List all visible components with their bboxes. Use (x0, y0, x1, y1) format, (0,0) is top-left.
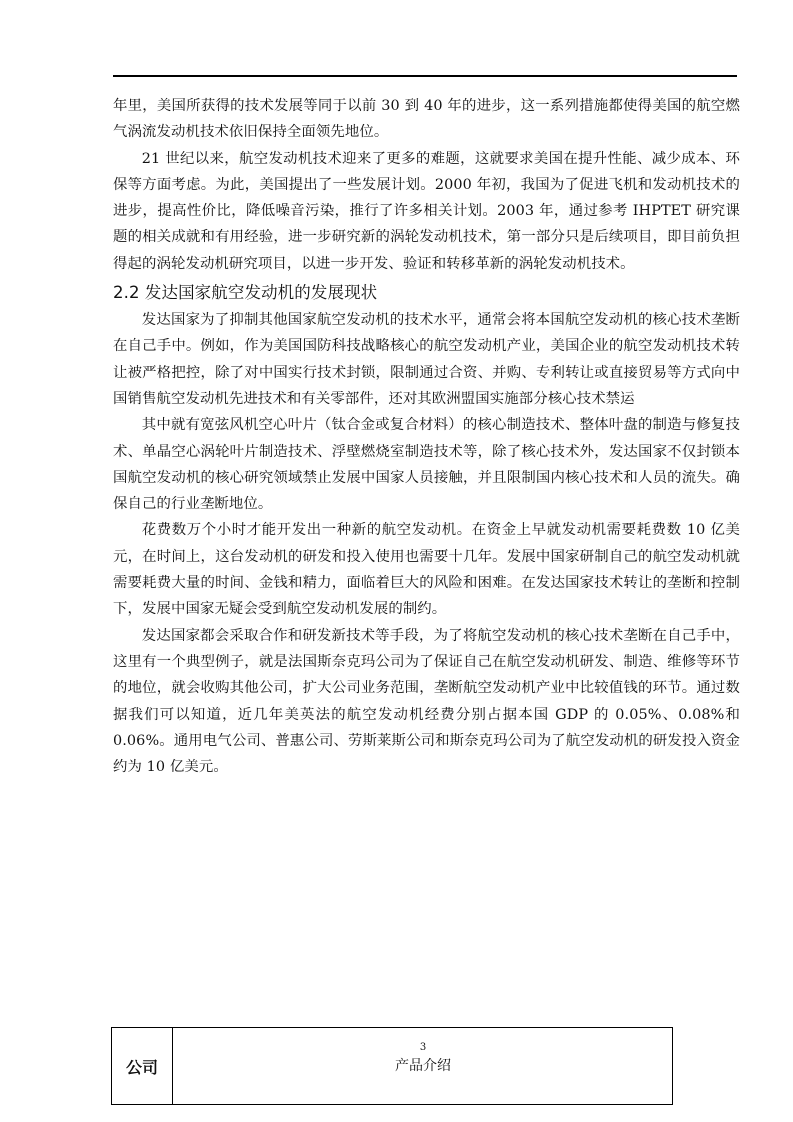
header-rule (113, 75, 737, 77)
page-footer (111, 1027, 673, 1105)
paragraph: 21 世纪以来，航空发动机技术迎来了更多的难题，这就要求美国在提升性能、减少成本、环保等方面考虑。为此，美国提出了一些发展计划。2000 年初，我国为了促进飞机和发动机技术的进步，提高性价比，降低噪音污染，推行了许多相关计划。2003 年，通过参考 IHPTET 研究课题的相关成就和有用经验，进一步研究新的涡轮发动机技术，第一部分只是后续项目，即目前负担得起的涡轮发动机研究项目，以进一步开发、验证和转移革新的涡轮发动机技术。 (113, 150, 740, 272)
paragraph-continued: 年里，美国所获得的技术发展等同于以前 30 到 40 年的进步，这一系列措施都使得美国的航空燃气涡流发动机技术依旧保持全面领先地位。 (113, 98, 740, 141)
paragraph: 花费数万个小时才能开发出一种新的航空发动机。在资金上早就发动机需要耗费数 10 亿美元，在时间上，这台发动机的研发和投入使用也需要十几年。发展中国家研制自己的航空发动机就需要耗费大量的时间、金钱和精力，面临着巨大的风险和困难。在发达国家技术转让的垄断和控制下，发展中国家无疑会受到航空发动机发展的制约。 (113, 522, 740, 618)
footer-title: 产品介绍 (395, 1058, 451, 1074)
page-number: 3 (419, 1042, 427, 1053)
footer-company-label: 公司 (112, 1028, 173, 1104)
section-heading: 2.2 发达国家航空发动机的发展现状 (113, 283, 378, 303)
paragraph: 其中就有宽弦风机空心叶片（钛合金或复合材料）的核心制造技术、整体叶盘的制造与修复技术、单晶空心涡轮叶片制造技术、浮壁燃烧室制造技术等，除了核心技术外，发达国家不仅封锁本国航空发动机的核心研究领域禁止发展中国家人员接触，并且限制国内核心技术和人员的流失。确保自己的行业垄断地位。 (113, 417, 740, 513)
paragraph: 发达国家都会采取合作和研发新技术等手段，为了将航空发动机的核心技术垄断在自己手中，这里有一个典型例子，就是法国斯奈克玛公司为了保证自己在航空发动机研发、制造、维修等环节的地位，就会收购其他公司，扩大公司业务范围，垄断航空发动机产业中比较值钱的环节。通过数据我们可以知道，近几年美英法的航空发动机经费分别占据本国 GDP 的 0.05%、0.08%和 0.06%。通用电气公司、普惠公司、劳斯莱斯公司和斯奈克玛公司为了航空发动机的研发投入资金约为 10 亿美元。 (113, 627, 740, 776)
paragraph: 发达国家为了抑制其他国家航空发动机的技术水平，通常会将本国航空发动机的核心技术垄断在自己手中。例如，作为美国国防科技战略核心的航空发动机产业，美国企业的航空发动机技术转让被严格把控，除了对中国实行技术封锁，限制通过合资、并购、专利转让或直接贸易等方式向中国销售航空发动机先进技术和有关零部件，还对其欧洲盟国实施部分核心技术禁运 (113, 312, 740, 407)
document-body (113, 93, 740, 780)
